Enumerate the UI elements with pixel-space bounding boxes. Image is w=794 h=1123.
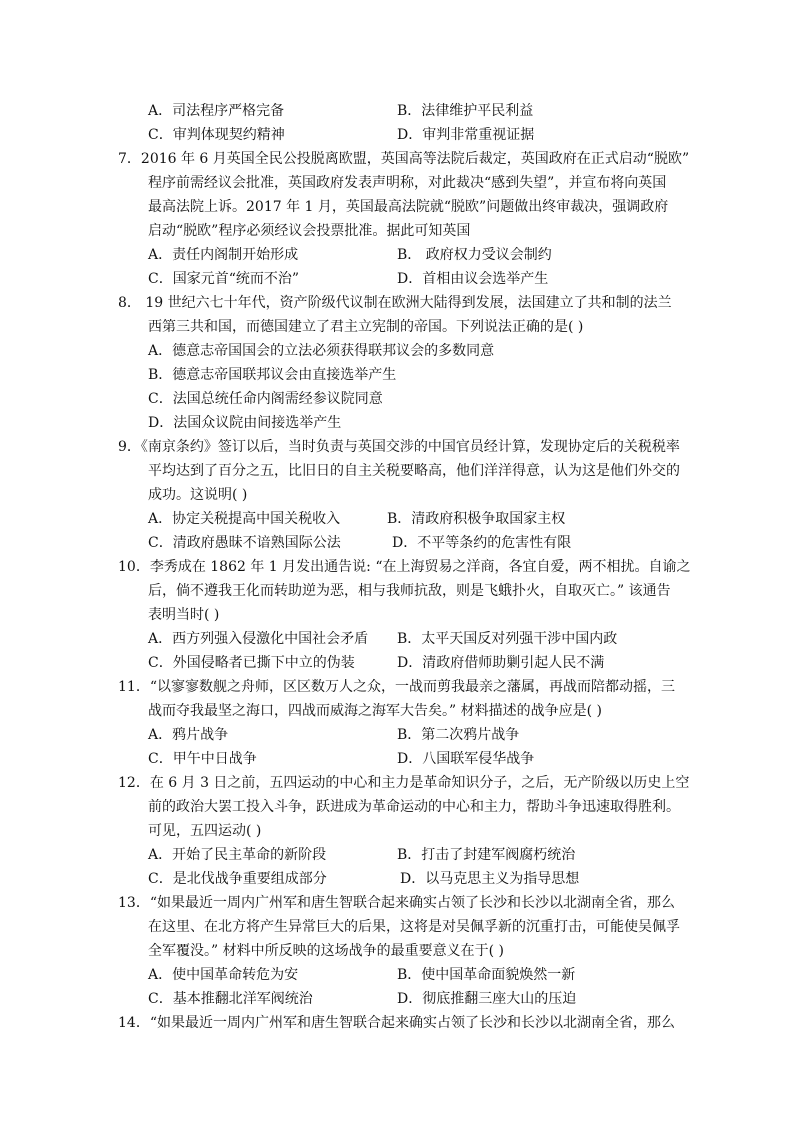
- q9-option-d: D．不平等条约的危害性有限: [392, 535, 572, 551]
- q7-option-c: C．国家元首“统而不治”: [148, 271, 300, 287]
- q7-option-a: A．责任内阁制开始形成: [148, 247, 299, 263]
- q12-option-a: A．开始了民主革命的新阶段: [148, 847, 327, 863]
- q14-stem-line-1: 14．“如果最近一周内广州军和唐生智联合起来确实占领了长沙和长沙以北湖南全省，那么: [118, 1015, 675, 1031]
- q8-option-a: A．德意志帝国国会的立法必须获得联邦议会的多数同意: [148, 343, 495, 359]
- q12-option-d: D．以马克思主义为指导思想: [400, 871, 580, 887]
- q10-option-d: D．清政府借师助剿引起人民不满: [397, 655, 605, 671]
- q12-stem-line-2: 前的政治大罢工投入斗争，跃进成为革命运动的中心和主力，帮助斗争迅速取得胜利。: [148, 799, 680, 815]
- q8-stem-line-2: 西第三共和国，而德国建立了君主立宪制的帝国。下列说法正确的是( ): [148, 319, 584, 335]
- q10-option-a: A．西方列强入侵激化中国社会矛盾: [148, 631, 369, 647]
- q11-option-b: B．第二次鸦片战争: [397, 727, 520, 743]
- q7-stem-line-1: 7．2016 年 6 月英国全民公投脱离欧盟，英国高等法院后裁定，英国政府在正式启动“脱欧”: [118, 151, 690, 167]
- q9-option-b: B．清政府积极争取国家主权: [387, 511, 566, 527]
- q6-option-c: C．审判体现契约精神: [148, 127, 285, 143]
- q9-stem-line-3: 成功。这说明( ): [148, 487, 248, 503]
- q13-stem-line-3: 全军覆没。” 材料中所反映的这场战争的最重要意义在于( ): [148, 943, 504, 959]
- q13-stem-line-2: 在这里、在北方将产生异常巨大的后果，这将是对吴佩孚新的沉重打击，可能使吴佩孚: [148, 919, 680, 935]
- q11-option-c: C．甲午中日战争: [148, 751, 257, 767]
- q10-stem-line-3: 表明当时( ): [148, 607, 220, 623]
- q12-option-b: B．打击了封建军阀腐朽统治: [397, 847, 576, 863]
- q7-stem-line-3: 最高法院上诉。2017 年 1 月，英国最高法院就“脱欧”问题做出终审裁决，强调政府: [148, 199, 669, 215]
- q7-stem-line-2: 程序前需经议会批准，英国政府发表声明称，对此裁决“感到失望”，并宣布将向英国: [148, 175, 667, 191]
- q13-option-d: D．彻底推翻三座大山的压迫: [397, 991, 577, 1007]
- q9-stem-line-1: 9．《南京条约》签订以后，当时负责与英国交涉的中国官员经计算，发现协定后的关税税率: [118, 439, 680, 455]
- q11-option-d: D．八国联军侵华战争: [397, 751, 535, 767]
- q10-stem-line-2: 后，倘不遵我王化而转助逆为恶，相与我师抗敌，则是飞蛾扑火，自取灭亡。” 该通告: [148, 583, 671, 599]
- q13-option-b: B．使中国革命面貌焕然一新: [397, 967, 576, 983]
- q13-option-c: C．基本推翻北洋军阀统治: [148, 991, 313, 1007]
- q8-option-b: B．德意志帝国联邦议会由直接选举产生: [148, 367, 397, 383]
- q11-option-a: A．鸦片战争: [148, 727, 229, 743]
- q13-option-a: A．使中国革命转危为安: [148, 967, 299, 983]
- q6-option-a: A．司法程序严格完备: [148, 103, 285, 119]
- q10-option-c: C．外国侵略者已撕下中立的伪装: [148, 655, 355, 671]
- q11-stem-line-1: 11．“以寥寥数舰之舟师，区区数万人之众，一战而剪我最亲之藩属，再战而陪都动摇，三: [118, 679, 675, 695]
- q7-stem-line-4: 启动“脱欧”程序必须经议会投票批准。据此可知英国: [148, 223, 471, 239]
- q13-stem-line-1: 13．“如果最近一周内广州军和唐生智联合起来确实占领了长沙和长沙以北湖南全省，那么: [118, 895, 675, 911]
- q8-stem-line-1: 8． 19 世纪六七十年代，资产阶级代议制在欧洲大陆得到发展，法国建立了共和制的法兰: [118, 295, 672, 311]
- q9-option-a: A．协定关税提高中国关税收入: [148, 511, 341, 527]
- q8-option-c: C．法国总统任命内阁需经参议院同意: [148, 391, 383, 407]
- q12-stem-line-1: 12．在 6 月 3 日之前，五四运动的中心和主力是革命知识分子，之后，无产阶级以历史上空: [118, 775, 690, 791]
- q8-option-d: D．法国众议院由间接选举产生: [148, 415, 342, 431]
- q11-stem-line-2: 战而夺我最坚之海口，四战而威海之海军大告矣。” 材料描述的战争应是( ): [148, 703, 602, 719]
- q9-option-c: C．清政府愚昧不谙熟国际公法: [148, 535, 341, 551]
- q10-option-b: B．太平天国反对列强干涉中国内政: [397, 631, 618, 647]
- q12-option-c: C．是北伐战争重要组成部分: [148, 871, 327, 887]
- q9-stem-line-2: 平均达到了百分之五，比旧日的自主关税要略高，他们洋洋得意，认为这是他们外交的: [148, 463, 680, 479]
- q12-stem-line-3: 可见，五四运动( ): [148, 823, 262, 839]
- q7-option-d: D．首相由议会选举产生: [397, 271, 549, 287]
- q10-stem-line-1: 10．李秀成在 1862 年 1 月发出通告说: “在上海贸易之洋商，各宜自爱，两不相扰。自谕之: [118, 559, 691, 575]
- q7-option-b: B． 政府权力受议会制约: [397, 247, 552, 263]
- q6-option-d: D．审判非常重视证据: [397, 127, 535, 143]
- q6-option-b: B．法律维护平民利益: [397, 103, 534, 119]
